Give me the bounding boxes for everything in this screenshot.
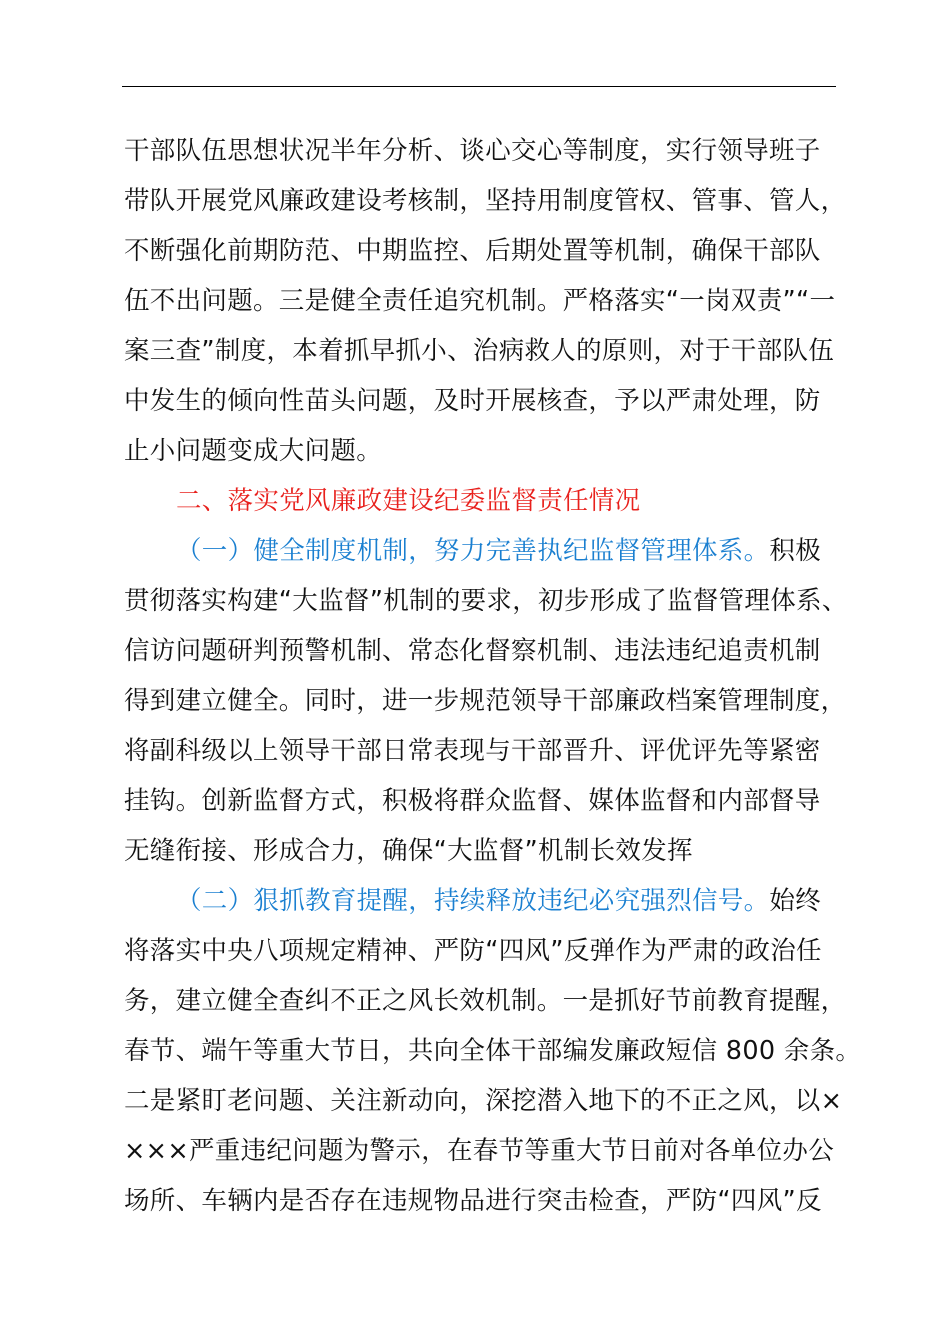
text-line: 无缝衔接、形成合力，确保“大监督”机制长效发挥 <box>124 836 693 866</box>
subsection-2-heading: （二）狠抓教育提醒，持续释放违纪必究强烈信号。 <box>176 886 770 916</box>
text-line: 挂钩。创新监督方式，积极将群众监督、媒体监督和内部督导 <box>124 786 821 816</box>
text-line: 将副科级以上领导干部日常表现与干部晋升、评优评先等紧密 <box>124 736 821 766</box>
subsection-2-lead-text: 始终 <box>769 886 822 916</box>
text-line: 贯彻落实构建“大监督”机制的要求，初步形成了监督管理体系、 <box>124 586 848 616</box>
subsection-1 <box>124 526 848 876</box>
text-line: 伍不出问题。三是健全责任追究机制。严格落实“一岗双责”“一 <box>124 286 836 316</box>
text-line: 得到建立健全。同时，进一步规范领导干部廉政档案管理制度， <box>124 686 847 716</box>
subsection-1-heading: （一）健全制度机制，努力完善执纪监督管理体系。 <box>176 536 770 566</box>
subsection-2-first-line <box>124 876 838 926</box>
text-line: 务，建立健全查纠不正之风长效机制。一是抓好节前教育提醒， <box>124 986 847 1016</box>
text-line: 春节、端午等重大节日，共向全体干部编发廉政短信 800 余条。 <box>124 1036 862 1066</box>
paragraph-responsibility <box>124 126 847 476</box>
text-line: 二是紧盯老问题、关注新动向，深挖潜入地下的不正之风，以× <box>124 1086 843 1116</box>
text-line: 带队开展党风廉政建设考核制，坚持用制度管权、管事、管人， <box>124 186 847 216</box>
text-line: 场所、车辆内是否存在违规物品进行突击检查，严防“四风”反 <box>124 1186 822 1216</box>
document-body <box>124 126 862 1226</box>
text-line: ×××严重违纪问题为警示，在春节等重大节日前对各单位办公 <box>124 1136 834 1166</box>
subsection-2 <box>124 876 862 1226</box>
subsection-1-first-line <box>124 526 838 576</box>
text-line: 不断强化前期防范、中期监控、后期处置等机制，确保干部队 <box>124 236 821 266</box>
section-heading: 二、落实党风廉政建设纪委监督责任情况 <box>176 486 641 516</box>
text-line: 止小问题变成大问题。 <box>124 436 383 466</box>
text-line: 案三查”制度，本着抓早抓小、治病救人的原则，对于干部队伍 <box>124 336 835 366</box>
text-line: 信访问题研判预警机制、常态化督察机制、违法违纪追责机制 <box>124 636 821 666</box>
subsection-1-lead-text: 积极 <box>769 536 822 566</box>
text-line: 中发生的倾向性苗头问题，及时开展核查，予以严肃处理，防 <box>124 386 821 416</box>
text-line: 干部队伍思想状况半年分析、谈心交心等制度，实行领导班子 <box>124 136 821 166</box>
text-line: 将落实中央八项规定精神、严防“四风”反弹作为严肃的政治任 <box>124 936 822 966</box>
header-rule <box>122 86 836 87</box>
